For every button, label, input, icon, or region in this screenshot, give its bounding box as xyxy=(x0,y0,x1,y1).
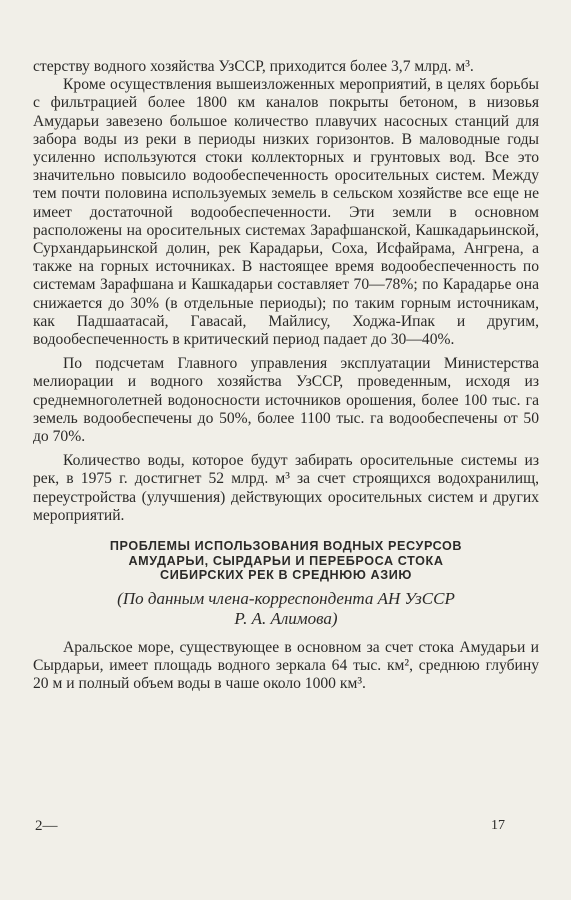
page-number: 17 xyxy=(491,818,505,833)
paragraph-calculations: По подсчетам Главного управления эксплуатации Министерства мелиорации и водного хозяйства УзССР, проведенным, исходя из среднемноголетней водоносности источников орошения, более 100 тыс. га земель водообеспечены до 50%, более 1100 тыс. га водообеспечены от 50 до 70%. xyxy=(33,355,539,446)
body-text xyxy=(33,58,539,693)
paragraph-aral-sea: Аральское море, существующее в основном за счет стока Амударьи и Сырдарьи, имеет площадь водного зеркала 64 тыс. км², среднюю глубину 20 м и полный объем воды в чаше около 1000 км³. xyxy=(33,638,539,693)
paragraph-continuation: стерству водного хозяйства УзССР, приходится более 3,7 млрд. м³. xyxy=(33,58,474,75)
attribution-line: Р. А. Алимова) xyxy=(234,608,338,628)
paragraph-water-volume: Количество воды, которое будут забирать оросительные системы из рек, в 1975 г. достигнет 52 млрд. м³ за счет строящихся водохранилищ, переустройства (улучшения) действующих оросительных систем и других мероприятий. xyxy=(33,452,539,524)
section-heading-line: АМУДАРЬИ, СЫРДАРЬИ И ПЕРЕБРОСА СТОКА xyxy=(128,553,444,568)
attribution-line: (По данным члена-корреспондента АН УзССР xyxy=(117,588,455,608)
signature-mark: 2— xyxy=(35,818,58,834)
section-heading-line: СИБИРСКИХ РЕК В СРЕДНЮЮ АЗИЮ xyxy=(160,568,412,583)
paragraph-measures: Кроме осуществления вышеизложенных мероприятий, в целях борьбы с фильтрацией более 1800 км каналов покрыты бетоном, в низовья Амударьи завезено большое количество плавучих насосных станций для забора воды из реки в периоды низких горизонтов. В маловодные годы усиленно используются стоки коллекторных и грунтовых вод. Все это значительно повысило водообеспеченность оросительных систем. Между тем почти половина используемых земель в сельском хозяйстве все еще не имеет достаточной водообеспеченности. Эти земли в основном расположены на оросительных системах Зарафшанской, Кашкадарьинской, Сурхандарьинской долин, рек Карадарьи, Соха, Исфайрама, Ангрена, а также на горных источниках. В настоящее время водообеспеченность по системам Зарафшана и Кашкадарьи составляет 70—78%; по Карадарье она снижается до 30% (в отдельные периоды); по таким горным источникам, как Падшаатасай, Гавасай, Майлису, Ходжа-Ипак и другим, водообеспеченность в критический период падает до 30—40%. xyxy=(33,76,539,349)
section-attribution xyxy=(33,589,539,629)
section-heading-line: ПРОБЛЕМЫ ИСПОЛЬЗОВАНИЯ ВОДНЫХ РЕСУРСОВ xyxy=(109,539,463,554)
section-heading xyxy=(33,539,539,583)
